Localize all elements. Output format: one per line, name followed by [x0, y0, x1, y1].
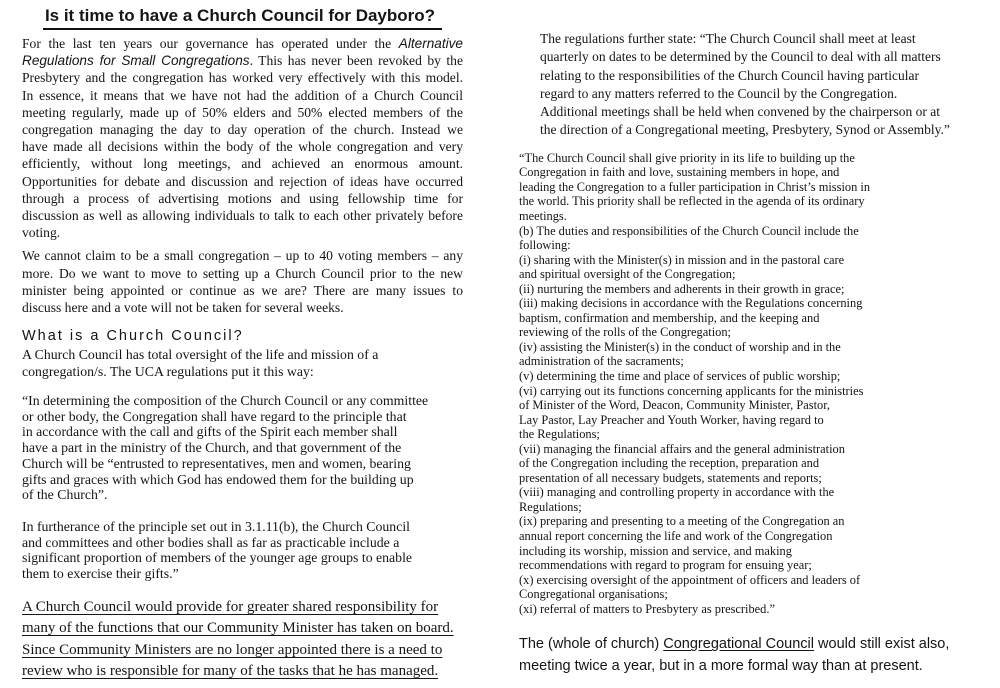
intro-paragraph-body: Presbytery and the congregation has worked very effectively with this model. In essence, it means that we have not had the addition of a Church Council meeting regularly, made up of 50% elders and 50% elected members of the congregation managing the day to day operation of the church. Instead we have made all decisions within the body of the whole congregation and very efficiently, without long meetings, and achieved an enormous amount. Opportunities for debate and discussion and rejection of ideas have occurred through a process of advertising motions and using fellowship time for discussion as well as allowing individuals to talk to each other privately before voting.	[22, 70, 463, 241]
intro-paragraph	[22, 35, 463, 241]
closing-line-1-post: would still exist also,	[814, 636, 950, 653]
intro-line-1-text: For the last ten years our governance has operated under the	[22, 36, 399, 51]
closing-paragraph	[519, 633, 971, 677]
regulation-quote-composition: “In determining the composition of the Church Council or any committee or other body, the Congregation shall have regard to the principle that in accordance with the call and gifts of the Spirit each member shall have a part in the ministry of the Church, and that government of the Church will be “entrusted to representatives, men and women, bearing gifts and graces with which God has endowed them for the building up of the Church”.	[22, 393, 429, 503]
closing-line-2: meeting twice a year, but in a more formal way than at present.	[519, 658, 923, 675]
regulations-meeting-paragraph: The regulations further state: “The Church Council shall meet at least quarterly on dates to be determined by the Council to deal with all matters relating to the responsibilities of the Church Council having particular regard to any matters referred to the Council by the Congregation. Additional meetings shall be held when convened by the chairperson or at the direction of a Congregational meeting, Presbytery, Synod or Assembly.”	[540, 31, 950, 138]
closing-line-1-pre: The (whole of church)	[519, 636, 664, 653]
right-column	[519, 30, 971, 677]
page-title-text: Is it time to have a Church Council for Dayboro?	[43, 6, 442, 30]
page-title	[22, 6, 463, 30]
closing-line-1	[519, 633, 971, 655]
underlined-conclusion-paragraph: A Church Council would provide for greater shared responsibility for many of the functions that our Community Minister has taken on board. Since Community Ministers are no longer appointed there is a need to review who is responsible for many of the tasks that he has managed.	[22, 598, 454, 680]
section-heading-what-is-a-church-council: What is a Church Council?	[22, 328, 244, 345]
duties-and-responsibilities-list: “The Church Council shall give priority in its life to building up the Congregation in faith and love, sustaining members in hope, and leading the Congregation to a fuller participation in Christ’s mission in the world. This priority shall be reflected in the agenda of its ordinary meetings. (b) The duties and responsibilities of the Church Council include the following: (i) sharing with the Minister(s) in mission and in the pastoral care and spiritual oversight of the Congregation; (ii) nurturing the members and adherents in their growth in grace; (iii) making decisions in accordance with the Regulations concerning baptism, confirmation and membership, and the keeping and reviewing of the rolls of the Congregation; (iv) assisting the Minister(s) in the conduct of worship and in the administration of the sacraments; (v) determining the time and place of services of public worship; (vi) carrying out its functions concerning applicants for the ministries of Minister of the Word, Deacon, Community Minister, Pastor, Lay Pastor, Lay Preacher and Youth Worker, having regard to the Regulations; (vii) managing the financial affairs and the general administration of the Congregation including the reception, preparation and presentation of all necessary budgets, statements and reports; (viii) managing and controlling property in accordance with the Regulations; (ix) preparing and presenting to a meeting of the Congregation an annual report concerning the life and work of the Congregation including its worship, mission and service, and making recommendations with regard to program for ensuing year; (x) exercising oversight of the appointment of officers and leaders of Congregational organisations; (xi) referral of matters to Presbytery as prescribed.”	[519, 150, 871, 616]
intro-line-2-text: . This has never been revoked by the	[249, 53, 463, 69]
intro-line-1	[22, 35, 463, 52]
italic-title-part-2: Regulations for Small Congregations	[22, 53, 250, 69]
small-congregation-paragraph: We cannot claim to be a small congregation – up to 40 voting members – any more. Do we want to move to setting up a Church Council prior to the new minister being appointed or continue as we are? There are many issues to discuss here and a vote will not be taken for several weeks.	[22, 248, 463, 316]
italic-title-part-1: Alternative	[398, 36, 463, 51]
left-column	[22, 6, 463, 683]
oversight-paragraph: A Church Council has total oversight of the life and mission of a congregation/s. The UCA regulations put it this way:	[22, 347, 379, 379]
intro-line-2	[22, 52, 463, 69]
regulation-quote-furtherance: In furtherance of the principle set out in 3.1.11(b), the Church Council and committees and other bodies shall as far as practicable include a significant proportion of members of the younger age groups to enable them to exercise their gifts.”	[22, 518, 413, 582]
congregational-council-underlined: Congregational Council	[663, 636, 815, 653]
